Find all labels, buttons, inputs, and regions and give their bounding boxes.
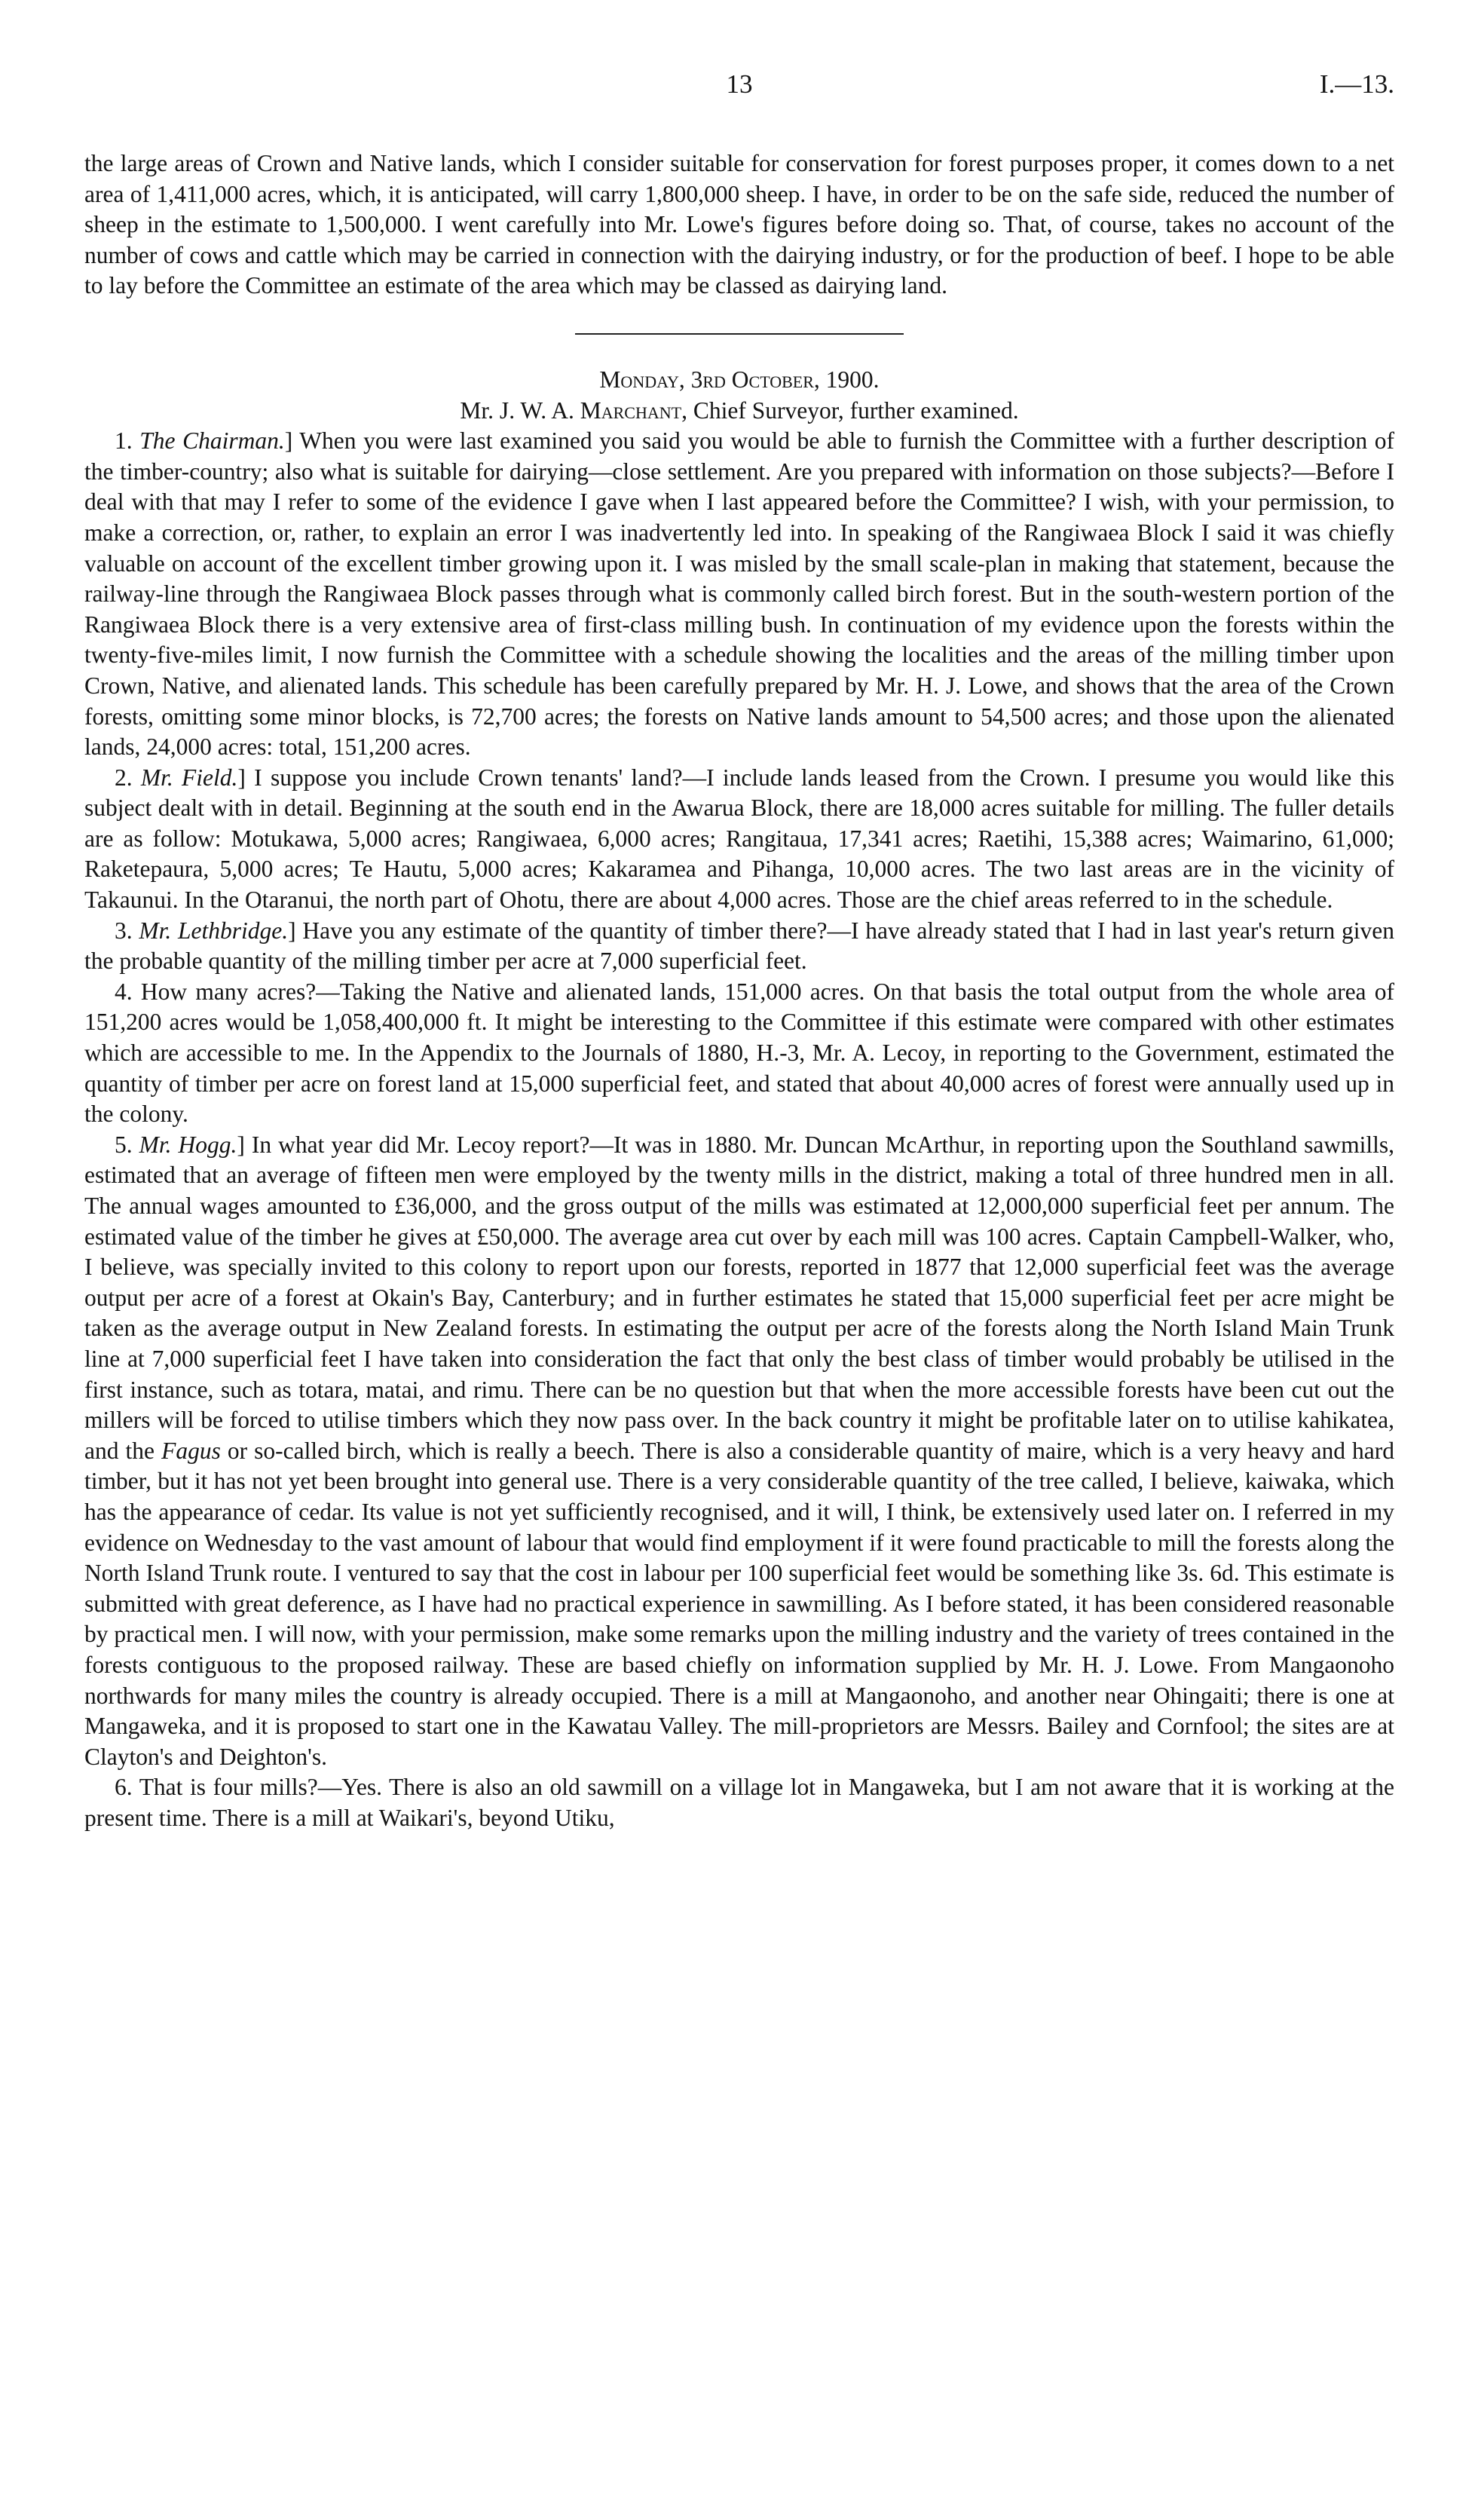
document-reference: I.—13. [1319,69,1394,99]
opening-paragraph: the large areas of Crown and Native lands, which I consider suitable for conservation for forest purposes proper, it comes down to a net area of 1,411,000 acres, which, it is anticipated, will carry 1,800,000 sheep. I have, in order to be on the safe side, reduced the number of sheep in the estimate to 1,500,000. I went carefully into Mr. Lowe's figures before doing so. That, of course, takes no account of the number of cows and cattle which may be carried in connection with the dairying industry, or for the production of beef. I hope to be able to lay before the Committee an estimate of the area which may be classed as dairying land. [84,150,1394,299]
question-1: 1. The Chairman.] When you were last examined you said you would be able to furnish the Committee with a further description of the timber-country; also what is suitable for dairying—close settlement. Are you prepared with information on those subjects?—Before I deal with that may I refer to some of the evidence I gave when I last appeared before the Committee? I wish, with your permission, to make a correction, or, rather, to explain an error I was inadvertently led into. In speaking of the Rangiwaea Block I said it was chiefly valuable on account of the excellent timber growing upon it. I was misled by the small scale-plan in making that statement, because the railway-line through the Rangiwaea Block passes through what is commonly called birch forest. But in the south-western portion of the Rangiwaea Block there is a very extensive area of first-class milling bush. In continuation of my evidence upon the forests within the twenty-five-miles limit, I now furnish the Committee with a schedule showing the localities and the areas of the milling timber upon Crown, Native, and alienated lands. This schedule has been carefully prepared by Mr. H. J. Lowe, and shows that the area of the Crown forests, omitting some minor blocks, is 72,700 acres; the forests on Native lands amount to 54,500 acres; and those upon the alienated lands, 24,000 acres: total, 151,200 acres. [84,427,1394,761]
question-5: 5. Mr. Hogg.] In what year did Mr. Lecoy report?—It was in 1880. Mr. Duncan McArthur, in reporting upon the Southland sawmills, estimated that an average of fifteen men were employed by the twenty mills in the district, making a total of three hundred men in all. The annual wages amounted to £36,000, and the gross output of the mills was estimated at 12,000,000 superficial feet per annum. The estimated value of the timber he gives at £50,000. The average area cut over by each mill was 100 acres. Captain Campbell-Walker, who, I believe, was specially invited to this colony to report upon our forests, reported in 1877 that 12,000 superficial feet was the average output per acre of a forest at Okain's Bay, Canterbury; and in further estimates he stated that 15,000 superficial feet per acre might be taken as the average output in New Zealand forests. In estimating the output per acre of the forests along the North Island Main Trunk line at 7,000 superficial feet I have taken into consideration the fact that only the best class of timber would probably be utilised in the first instance, such as totara, matai, and rimu. There can be no question but that when the more accessible forests have been cut out the millers will be forced to utilise timbers which they now pass over. In the back country it might be profitable later on to utilise kahikatea, and the Fagus or so-called birch, which is really a beech. There is also a considerable quantity of maire, which is a very heavy and hard timber, but it has not yet been brought into general use. There is a very considerable quantity of the tree called, I believe, kaiwaka, which has the appearance of cedar. Its value is not yet sufficiently recognised, and it will, I think, be extensively used later on. I referred in my evidence on Wednesday to the vast amount of labour that would find employment if it were found practicable to mill the forests along the North Island Trunk route. I ventured to say that the cost in labour per 100 superficial feet would be something like 3s. 6d. This estimate is submitted with great deference, as I have had no practical experience in sawmilling. As I before stated, it has been considered reasonable by practical men. I will now, with your permission, make some remarks upon the milling industry and the variety of trees contained in the forests contiguous to the proposed railway. These are based chiefly on information supplied by Mr. H. J. Lowe. From Mangaonoho northwards for many miles the country is already occupied. There is a mill at Mangaonoho, and another near Ohingaiti; there is one at Mangaweka, and it is proposed to start one in the Kawatau Valley. The mill-proprietors are Messrs. Bailey and Cornfool; the sites are at Clayton's and Deighton's. [84,1131,1394,1770]
document-page [84,0,1394,2520]
witness-name: Marchant [580,397,682,424]
date-heading: Monday, 3rd October, 1900. [599,366,880,393]
page-number: 13 [726,69,753,99]
question-6: 6. That is four mills?—Yes. There is also an old sawmill on a village lot in Mangaweka, but I am not aware that it is working at the present time. There is a mill at Waikari's, beyond Utiku, [84,1774,1394,1831]
witness-prefix: Mr. J. W. A. [460,397,580,424]
page-header [84,69,1394,103]
witness-line [84,396,1394,427]
question-2: 2. Mr. Field.] I suppose you include Crown tenants' land?—I include lands leased from the Crown. I presume you would like this subject dealt with in detail. Beginning at the south end in the Awarua Block, there are 18,000 acres suitable for milling. The fuller details are as follow: Motukawa, 5,000 acres; Rangiwaea, 6,000 acres; Rangitaua, 17,341 acres; Raetihi, 15,388 acres; Waimarino, 61,000; Raketepaura, 5,000 acres; Te Hautu, 5,000 acres; Kakaramea and Pihanga, 10,000 acres. The two last areas are in the vicinity of Takaunui. In the Otaranui, the north part of Ohotu, there are about 4,000 acres. Those are the chief areas referred to in the schedule. [84,764,1395,914]
speaker-name: Mr. Field. [140,764,238,791]
speaker-name: The Chairman. [139,427,285,455]
section-divider [575,333,904,335]
italic-term: Fagus [161,1437,221,1464]
speaker-name: Mr. Hogg. [139,1131,237,1158]
question-4: 4. How many acres?—Taking the Native and alienated lands, 151,000 acres. On that basis the total output from the whole area of 151,200 acres would be 1,058,400,000 ft. It might be interesting to the Committee if this estimate were compared with other estimates which are accessible to me. In the Appendix to the Journals of 1880, H.-3, Mr. A. Lecoy, in reporting to the Government, estimated the quantity of timber per acre on forest land at 15,000 superficial feet, and stated that about 40,000 acres of forest were annually used up in the colony. [84,978,1395,1128]
witness-suffix: , Chief Surveyor, further examined. [681,397,1019,424]
speaker-name: Mr. Lethbridge. [139,917,289,944]
document-body [84,149,1394,1833]
question-3: 3. Mr. Lethbridge.] Have you any estimate of the quantity of timber there?—I have already stated that I had in last year's return given the probable quantity of the milling timber per acre at 7,000 superficial feet. [84,917,1395,975]
